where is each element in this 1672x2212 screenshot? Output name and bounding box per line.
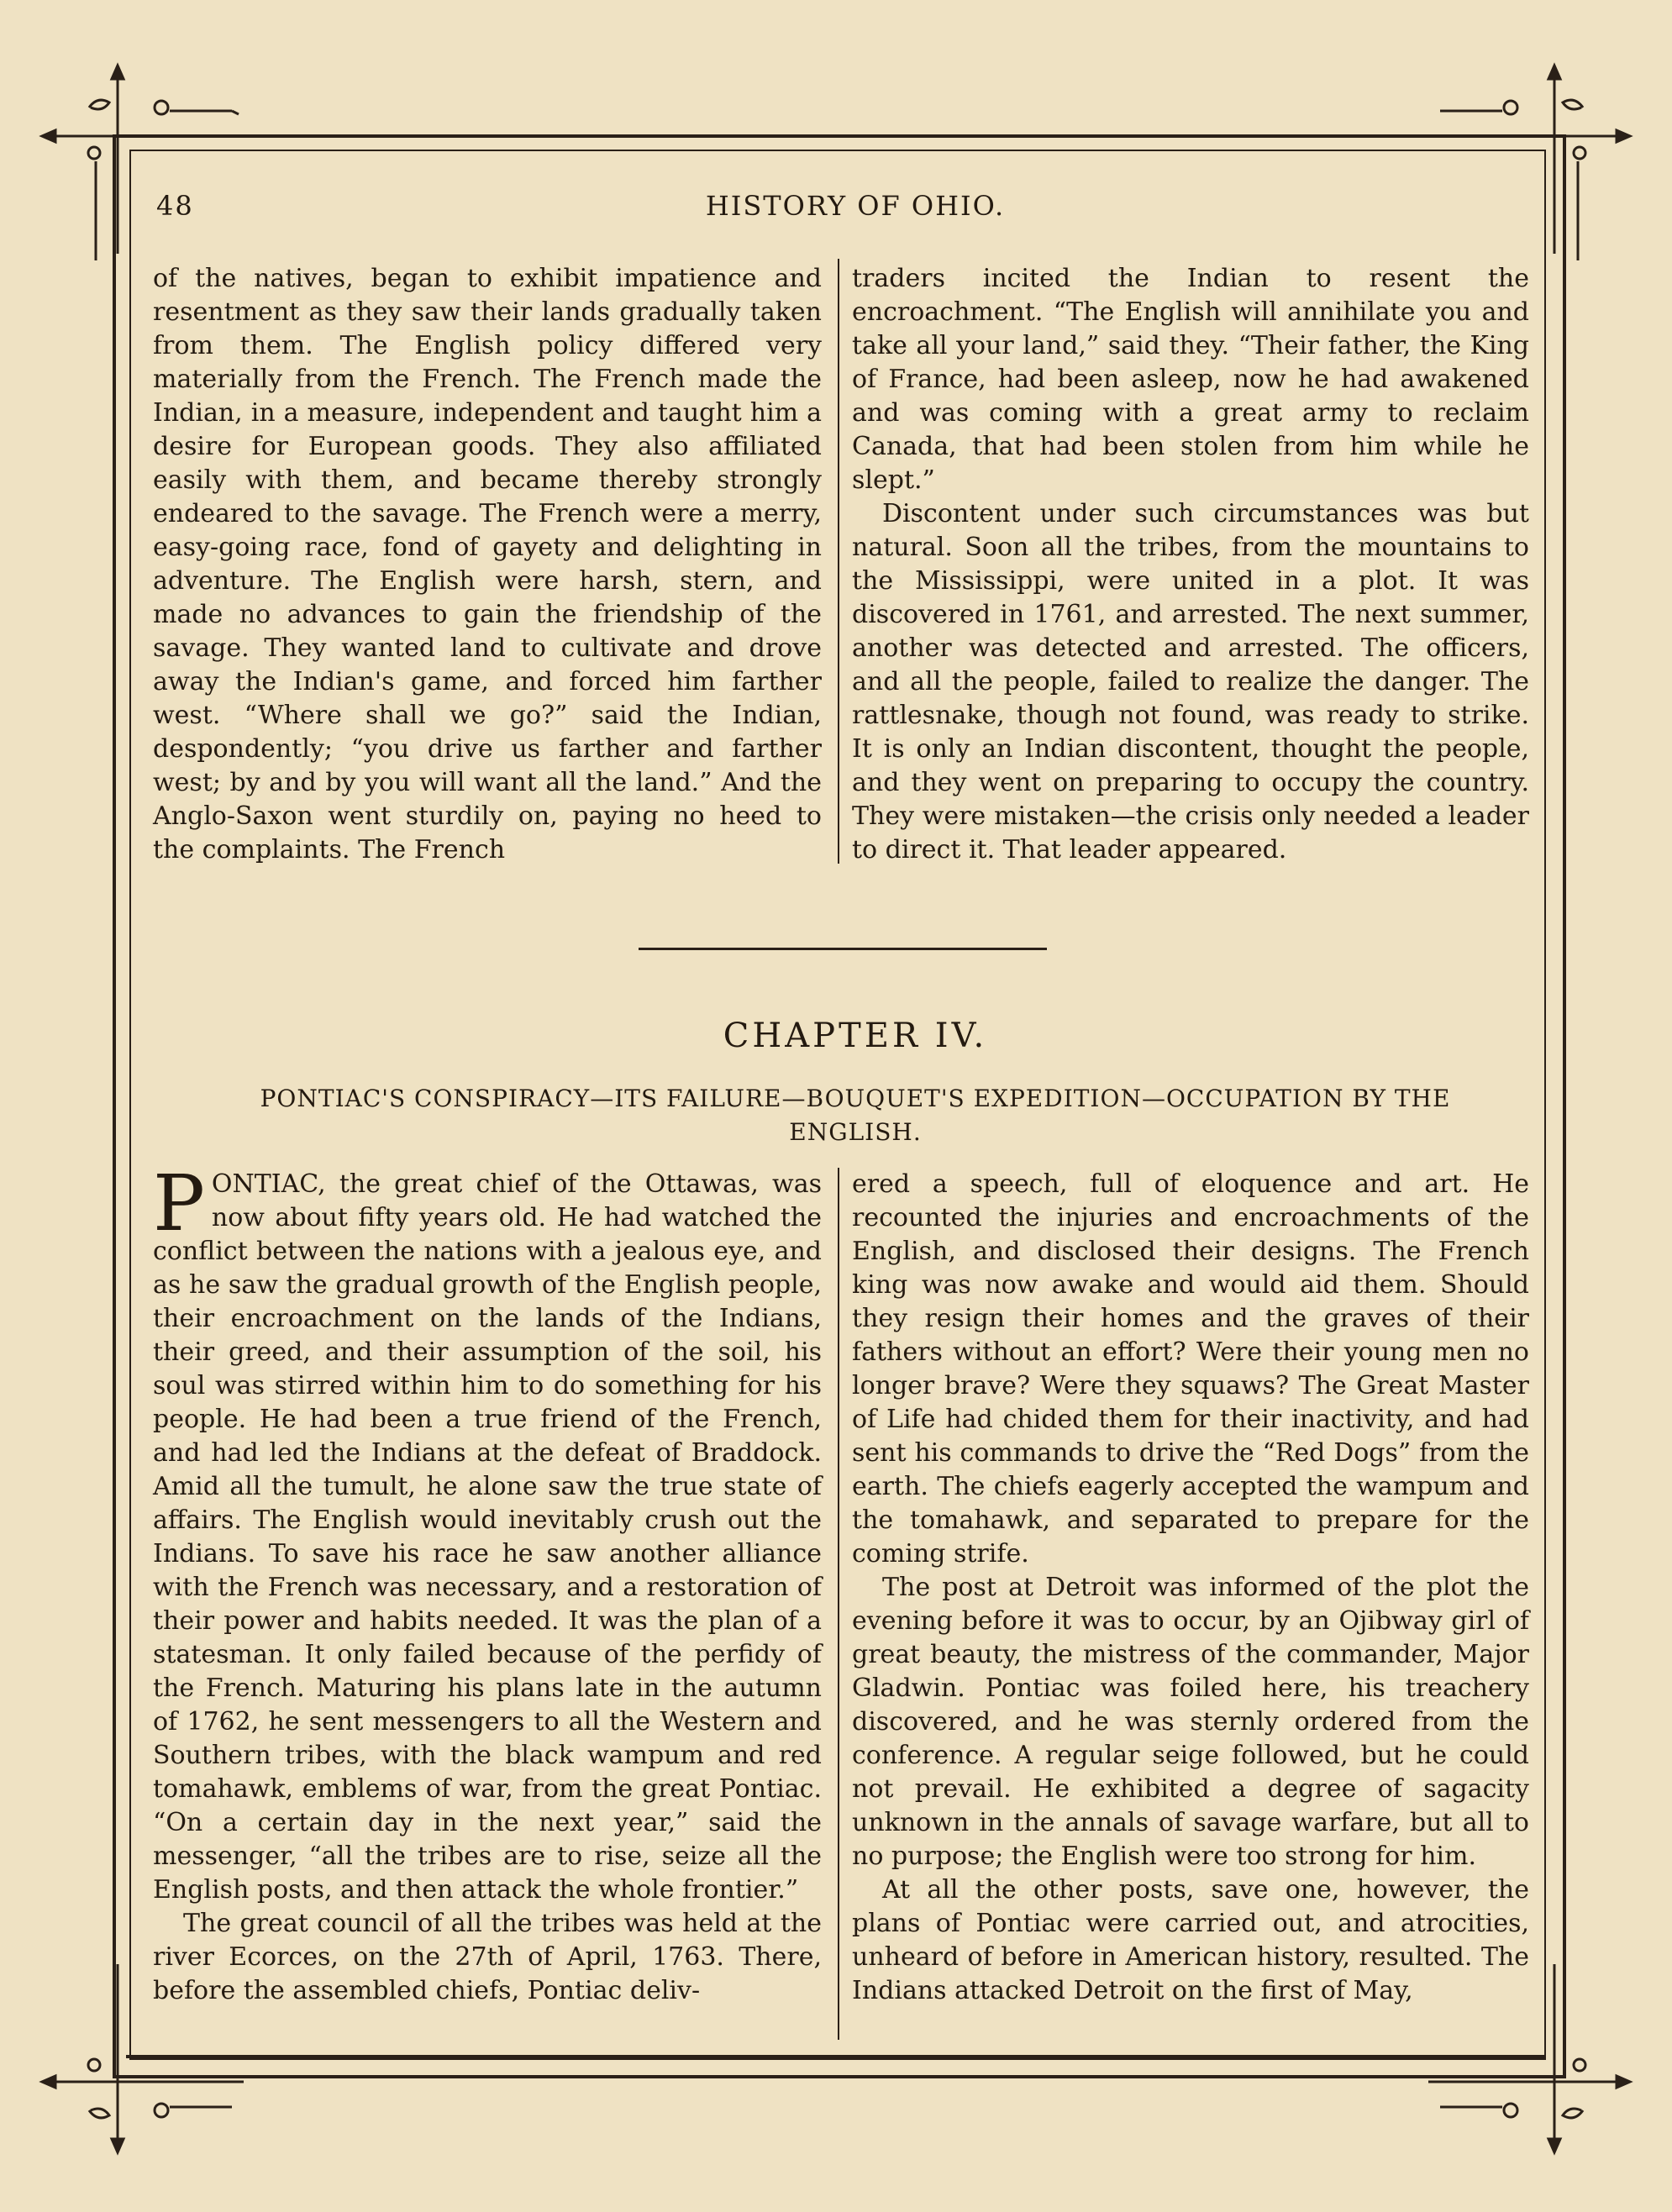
- column-divider: [838, 1168, 839, 2040]
- drop-cap: P: [153, 1159, 205, 1248]
- paragraph: The post at Detroit was informed of the plot the evening before it was to occur, by an Ojibway girl of great beauty, the mistress of the commander, Major Gladwin. Pontiac was foiled here, his treachery discovered, and he was sternly ordered from the conference. A regular seige followed, but he could not prevail. He exhibited a degree of sagacity unknown in the annals of savage warfare, but all to no purpose; the English were too strong for him.: [852, 1573, 1529, 1871]
- corner-ornament-top-left: [34, 59, 252, 260]
- bottom-border-rule: [126, 2055, 1546, 2058]
- paragraph: At all the other posts, save one, however, the plans of Pontiac were carried out, and atrocities, unheard of before in American history, resulted. The Indians attacked Detroit on the first of May,: [852, 1875, 1529, 2005]
- chapter-subtitle: PONTIAC'S CONSPIRACY—ITS FAILURE—BOUQUET'S EXPEDITION—OCCUPATION BY THE ENGLISH.: [260, 1085, 1451, 1146]
- bottom-right-column: [852, 1168, 1529, 2008]
- paragraph: ered a speech, full of eloquence and art. He recounted the injuries and encroachments of the English, and disclosed their designs. The French king was now awake and would aid them. Should they resign their homes and the graves of their fathers without an effort? Were their young men no longer brave? Were they squaws? The Great Master of Life had chided them for their inactivity, and had sent his commands to drive the “Red Dogs” from the earth. The chiefs eagerly accepted the wampum and the tomahawk, and separated to prepare for the coming strife.: [852, 1169, 1529, 1568]
- corner-ornament-top-right: [1420, 59, 1638, 260]
- book-title: HISTORY OF OHIO.: [705, 190, 1006, 222]
- top-left-column: [153, 262, 822, 867]
- first-paragraph-text: ONTIAC, the great chief of the Ottawas, was now about fifty years old. He had watched the conflict between the nations with a jealous eye, and as he saw the gradual growth of the English people, their encroachment on the lands of the Indians, their greed, and their assumption of the soil, his soul was stirred within him to do something for his people. He had been a true friend of the French, and had led the Indians at the defeat of Braddock. Amid all the tumult, he alone saw the true state of affairs. The English would inevitably crush out the Indians. To save his race he saw another alliance with the French was necessary, and a restoration of their power and habits needed. It was the plan of a statesman. It only failed because of the perfidy of the French. Maturing his plans late in the autumn of 1762, he sent messengers to all the Western and Southern tribes, with the black wampum and red tomahawk, emblems of war, from the great Pontiac. “On a certain day in the next year,” said the messenger, “all the tribes are to rise, seize all the English posts, and then attack the whole frontier.”: [153, 1169, 822, 1905]
- running-head: [156, 185, 1554, 227]
- paragraph: The great council of all the tribes was held at the river Ecorces, on the 27th of April, 1763. There, before the assembled chiefs, Pontiac deliv-: [153, 1909, 822, 2005]
- section-divider: [639, 948, 1047, 950]
- chapter-heading: CHAPTER IV.: [723, 1017, 988, 1055]
- page-number: 48: [156, 190, 194, 222]
- paragraph: traders incited the Indian to resent the encroachment. “The English will annihilate you and take all your land,” said they. “Their father, the King of France, had been asleep, now he had awakened and was coming with a great army to reclaim Canada, that had been stolen from him while he slept.”: [852, 264, 1529, 495]
- paragraph: of the natives, began to exhibit impatience and resentment as they saw their lands gradually taken from them. The English policy differed very materially from the French. The French made the Indian, in a measure, independent and taught him a desire for European goods. They also affiliated easily with them, and became thereby strongly endeared to the savage. The French were a merry, easy-going race, fond of gayety and delighting in adventure. The English were harsh, stern, and made no advances to gain the friendship of the savage. They wanted land to cultivate and drove away the Indian's game, and forced him farther west. “Where shall we go?” said the Indian, despondently; “you drive us farther and farther west; by and by you will want all the land.” And the Anglo-Saxon went sturdily on, paying no heed to the complaints. The French: [153, 264, 822, 864]
- paragraph: Discontent under such circumstances was but natural. Soon all the tribes, from the mountains to the Mississippi, were united in a plot. It was discovered in 1761, and arrested. The next summer, another was detected and arrested. The officers, and all the people, failed to realize the danger. The rattlesnake, though not found, was ready to strike. It is only an Indian discontent, thought the people, and they went on preparing to occupy the country. They were mistaken—the crisis only needed a leader to direct it. That leader appeared.: [852, 499, 1529, 864]
- column-divider: [838, 259, 839, 864]
- paragraph: [153, 1159, 822, 1907]
- top-right-column: [852, 262, 1529, 867]
- bottom-left-column: [153, 1159, 822, 2008]
